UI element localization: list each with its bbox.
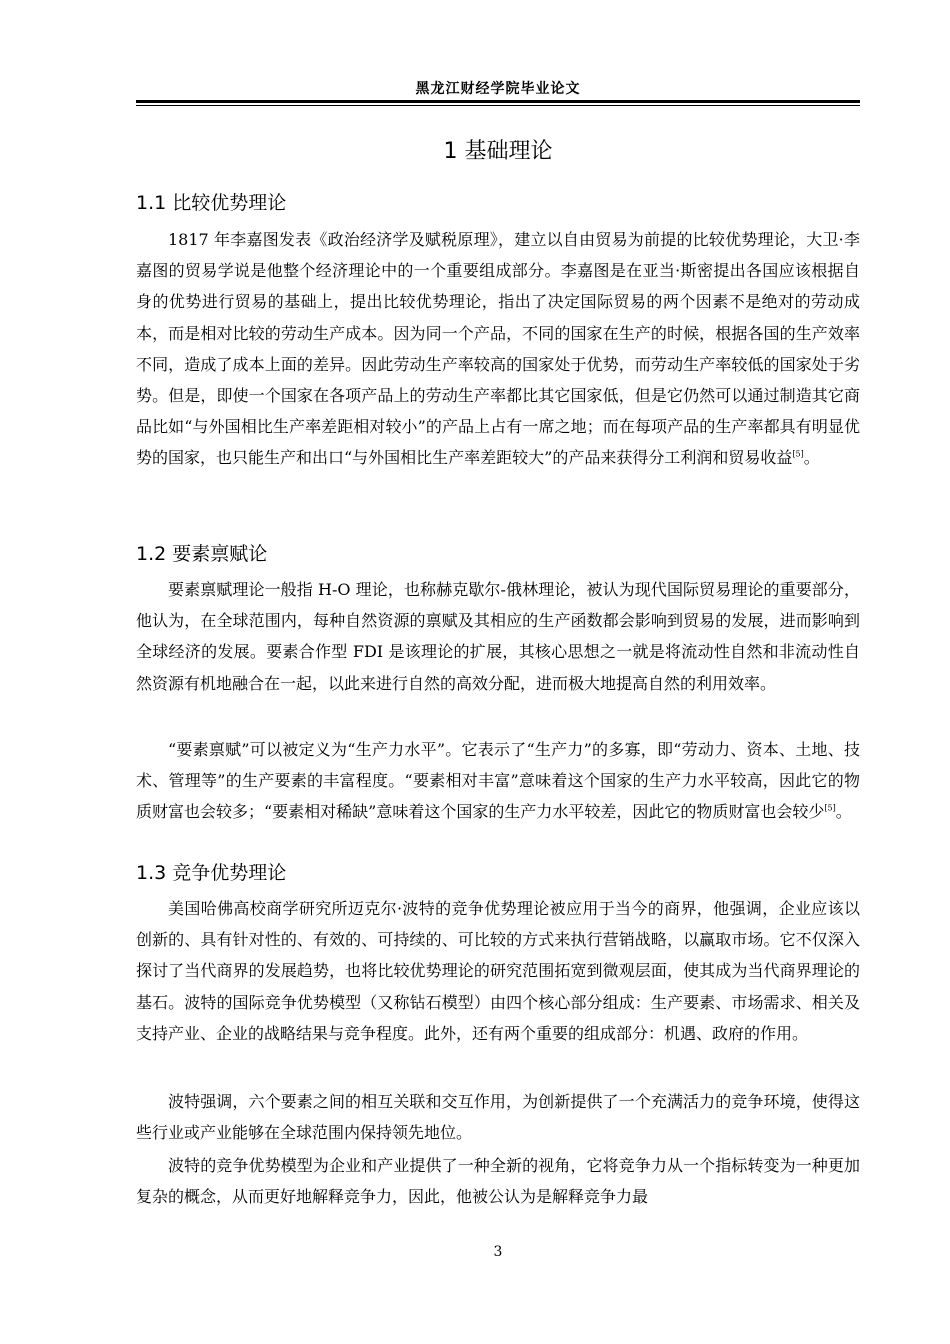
paragraph-1-3-1 <box>136 893 860 1049</box>
paragraph-text: 1817 年李嘉图发表《政治经济学及赋税原理》，建立以自由贸易为前提的比较优势理论，大卫·李嘉图的贸易学说是他整个经济理论中的一个重要组成部分。李嘉图是在亚当·斯密提出各国应该根据自身的优势进行贸易的基础上，提出比较优势理论，指出了决定国际贸易的两个因素不是绝对的劳动成本，而是相对比较的劳动生产成本。因为同一个产品，不同的国家在生产的时候，根据各国的生产效率不同，造成了成本上面的差异。因此劳动生产率较高的国家处于优势，而劳动生产率较低的国家处于劣势。但是，即使一个国家在各项产品上的劳动生产率都比其它国家低，但是它仍然可以通过制造其它商品比如“与外国相比生产率差距相对较小”的产品上占有一席之地；而在每项产品的生产率都具有明显优势的国家，也只能生产和出口“与外国相比生产率差距较大”的产品来获得分工利润和贸易收益 <box>136 230 860 468</box>
citation-ref: [5] <box>824 804 836 814</box>
paragraph-1-3-3 <box>136 1150 860 1212</box>
paragraph-1-1-1 <box>136 224 860 474</box>
running-header: 黑龙江财经学院毕业论文 <box>415 81 581 97</box>
paragraph-text: “要素禀赋”可以被定义为“生产力水平”。它表示了“生产力”的多寡，即“劳动力、资本、土地、技术、管理等”的生产要素的丰富程度。“要素相对丰富”意味着这个国家的生产力水平较高，因此它的物质财富也会较多；“要素相对稀缺”意味着这个国家的生产力水平较差，因此它的物质财富也会较少 <box>136 740 860 822</box>
chapter-title: 1 基础理论 <box>443 139 553 164</box>
header-rule-thin <box>136 105 860 106</box>
page-number: 3 <box>493 1244 503 1260</box>
paragraph-end: 。 <box>803 448 820 468</box>
paragraph-text: 波特的竞争优势模型为企业和产业提供了一种全新的视角，它将竞争力从一个指标转变为一种更加复杂的概念，从而更好地解释竞争力，因此，他被公认为是解释竞争力最 <box>136 1156 860 1207</box>
paragraph-1-2-1 <box>136 574 860 699</box>
section-heading-1-1: 1.1 比较优势理论 <box>136 192 287 214</box>
paragraph-1-2-2 <box>136 734 860 828</box>
paragraph-1-3-2 <box>136 1086 860 1148</box>
paragraph-text: 要素禀赋理论一般指 H-O 理论，也称赫克歇尔-俄林理论，被认为现代国际贸易理论的重要部分，他认为，在全球范围内，每种自然资源的禀赋及其相应的生产函数都会影响到贸易的发展，进而影响到全球经济的发展。要素合作型 FDI 是该理论的扩展，其核心思想之一就是将流动性自然和非流动性自然资源有机地融合在一起，以此来进行自然的高效分配，进而极大地提高自然的利用效率。 <box>136 580 860 693</box>
citation-ref: [5] <box>792 450 804 460</box>
paragraph-end: 。 <box>835 802 852 822</box>
section-heading-1-3: 1.3 竞争优势理论 <box>136 862 287 884</box>
section-heading-1-2: 1.2 要素禀赋论 <box>136 543 268 565</box>
paragraph-text: 波特强调，六个要素之间的相互关联和交互作用，为创新提供了一个充满活力的竞争环境，使得这些行业或产业能够在全球范围内保持领先地位。 <box>136 1092 860 1143</box>
paragraph-text: 美国哈佛高校商学研究所迈克尔·波特的竞争优势理论被应用于当今的商界，他强调，企业应该以创新的、具有针对性的、有效的、可持续的、可比较的方式来执行营销战略，以赢取市场。它不仅深入探讨了当代商界的发展趋势，也将比较优势理论的研究范围拓宽到微观层面，使其成为当代商界理论的基石。波特的国际竞争优势模型（又称钻石模型）由四个核心部分组成：生产要素、市场需求、相关及支持产业、企业的战略结果与竞争程度。此外，还有两个重要的组成部分：机遇、政府的作用。 <box>136 899 860 1043</box>
header-rule <box>136 100 860 103</box>
